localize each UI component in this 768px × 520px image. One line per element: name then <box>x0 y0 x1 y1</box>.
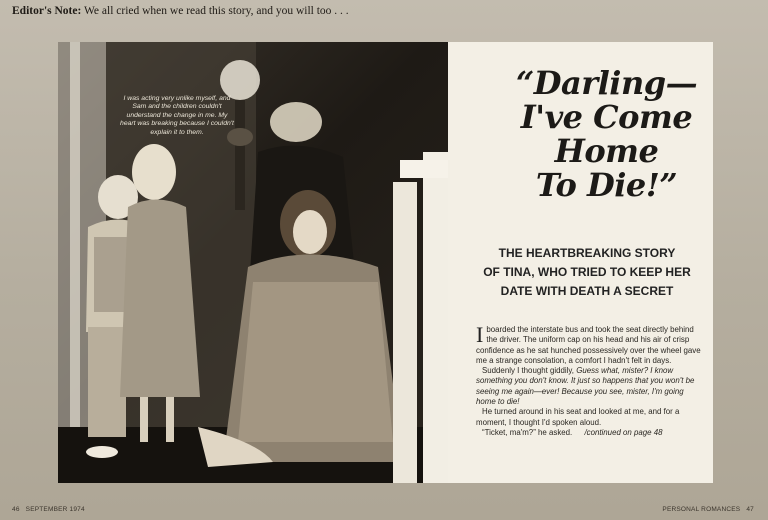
editor-note-label: Editor's Note: <box>12 5 82 17</box>
story-paragraph <box>476 366 704 407</box>
story-paragraph <box>476 407 704 428</box>
footer-right <box>662 506 754 513</box>
story-subhead <box>468 244 706 301</box>
paragraph-4-text: “Ticket, ma'm?” he asked. <box>482 427 573 437</box>
story-paragraph <box>476 428 704 438</box>
paragraph-3-text: He turned around in his seat and looked at me, and for a moment, I thought I'd spoken aloud. <box>476 407 680 427</box>
subhead-line-1: THE HEARTBREAKING STORY <box>498 246 676 260</box>
title-line-3: Home <box>554 132 659 170</box>
story-title <box>504 66 709 202</box>
drop-cap: I <box>476 322 484 347</box>
title-line-2: I've Come <box>520 98 693 136</box>
footer-left <box>12 506 85 513</box>
title-line-4: To Die!” <box>535 166 678 204</box>
right-page-number: 47 <box>746 506 754 513</box>
editor-note-text: We all cried when we read this story, and you will too . . . <box>83 5 349 17</box>
paragraph-2-italic: Guess what, mister? I know something you don't know. It just so happens that you won't be seeing me again—ever! Because you see, mister, I'm going home to die! <box>476 366 695 407</box>
story-text-panel <box>448 42 713 483</box>
lamp-globe <box>220 60 260 100</box>
editor-note <box>12 5 752 17</box>
issue-date: SEPTEMBER 1974 <box>25 506 85 513</box>
photo-caption: I was acting very unlike myself, and Sam and the children couldn't understand the change in me. My heart was breaking because I couldn't explain it to them. <box>120 95 234 136</box>
man-hair <box>270 102 322 142</box>
subhead-line-3: DATE WITH DEATH A SECRET <box>500 284 674 298</box>
story-photo <box>58 42 448 483</box>
story-body <box>476 322 704 438</box>
left-page-number: 46 <box>12 506 20 513</box>
girl-head <box>132 144 176 200</box>
photo-illustration <box>58 42 448 483</box>
paragraph-1-text: boarded the interstate bus and took the seat directly behind the driver. The uniform cap on his head and his air of crisp confidence as he sat hunched possessively over the wheel gave me a strange consolation, a comfort I hadn't felt in days. <box>476 325 701 365</box>
subhead-line-2: OF TINA, WHO TRIED TO KEEP HER <box>483 265 691 279</box>
continued-link[interactable]: /continued on page 48 <box>584 427 663 437</box>
magazine-name: PERSONAL ROMANCES <box>662 506 741 513</box>
title-line-1: “Darling— <box>515 64 698 102</box>
story-paragraph <box>476 322 704 366</box>
paragraph-2-start: Suddenly I thought giddily, <box>482 366 574 376</box>
